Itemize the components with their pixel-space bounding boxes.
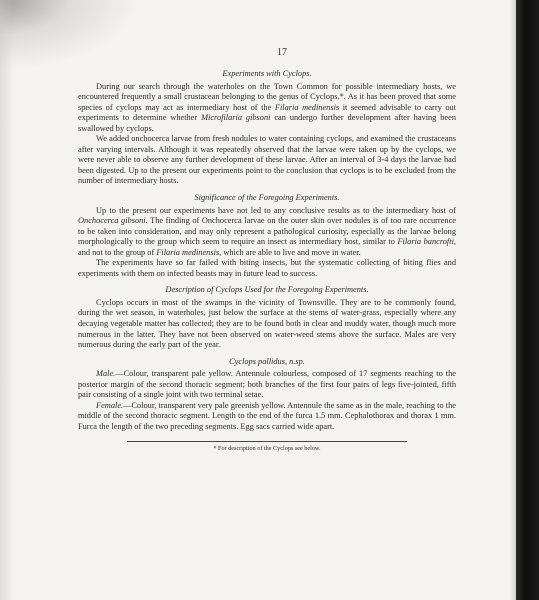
section-heading: Cyclops pallidus, n.sp.	[229, 356, 305, 366]
section-heading: Experiments with Cyclops.	[222, 69, 312, 78]
page-content	[78, 47, 456, 453]
text-run: Cyclops occurs in most of the swamps in the vicinity of Townsville. They are to be commonly found, during the wet season, in waterholes, just below the surface at the stems of water-grass, especially where any decaying vegetable matter has collected; they are to be found both in clear and muddy water, though much more numerous in the latter. They have not been observed on water-weed stems above the surface. Males are very numerous during the early part of the year.	[78, 297, 456, 350]
footnote-rule	[127, 441, 407, 442]
body-paragraph	[78, 82, 456, 135]
text-run: The experiments have so far failed with biting insects, but the systematic collecting of biting flies and experiments with them on infected beasts may in future lead to success.	[78, 258, 456, 278]
text-run: —Colour, transparent pale yellow. Antennule colourless, composed of 17 segments reaching to the posterior margin of the second thoracic segment; both branches of the first four pairs of legs five-jointed, fifth pair consisting of a single joint with two terminal setae.	[78, 369, 456, 400]
text-run: it seemed advisable to carry out experiments to determine whether	[78, 102, 456, 123]
text-run: , which are able to live and move in water.	[219, 247, 361, 257]
page-number: 17	[277, 47, 287, 58]
italic-text: Male.	[96, 369, 116, 379]
italic-text: Onchocerca gibsoni	[78, 216, 146, 226]
italic-text: Microfilaria gibsoni	[201, 113, 271, 123]
section-heading: Significance of the Foregoing Experiments.	[194, 193, 340, 203]
body-paragraph	[78, 206, 456, 259]
text-run: Up to the present our experiments have not led to any conclusive results as to the intermediary host of	[96, 205, 456, 215]
body-paragraph	[78, 298, 456, 351]
body-paragraph	[78, 258, 456, 279]
italic-text: Filaria medinensis	[274, 102, 340, 112]
text-run: . The finding of Onchocerca larvae on the outer skin over nodules is of too rare occurrence to be taken into consideration, and may only represent a pathological curiosity, especially as the larvae belong morphologically to the group which seem to require an insect as intermediary host, similar to	[78, 216, 456, 247]
text-run: We added onchocerca larvae from fresh nodules to water containing cyclops, and examined the crustaceans after varying intervals. Although it was repeatedly observed that the larvae were taken up by the cyclops, we were never able to observe any further development of these larvae. After an interval of 3-4 days the larvae had been digested. Up to the present our experiments point to the conclusion that cyclops is to be excluded from the number of intermediary hosts.	[78, 134, 456, 186]
body-paragraph	[78, 134, 456, 187]
sections-container	[78, 69, 456, 433]
body-paragraph	[78, 369, 456, 401]
text-run: During our search through the waterholes on the Town Common for possible intermediary hosts, we encountered frequently a small crustacean belonging to the genus of Cyclops.*. As it has been proved that some species of cyclops may act as intermediary host of the	[78, 81, 456, 112]
italic-text: Female.	[96, 400, 124, 410]
section-heading: Description of Cyclops Used for the Foregoing Experiments.	[165, 285, 369, 295]
italic-text: Filaria medinensis	[156, 247, 220, 257]
footnote: * For description of the Cyclops see below.	[213, 444, 321, 452]
book-binding	[516, 0, 539, 600]
left-edge-shadow	[0, 0, 14, 600]
text-run: —Colour, transparent very pale greenish yellow. Antennule the same as in the male, reaching to the middle of the second thoracic segment. Length to the end of the furca 1.5 mm. Cephalothorax and thorax 1 mm. Furca the length of the two preceding segments. Egg sacs carried wide apart.	[78, 400, 456, 431]
italic-text: Filaria bancrofti	[397, 237, 454, 247]
text-run: can undergo further development after having been swallowed by cyclops.	[78, 113, 456, 133]
text-run: , and not to the group of	[78, 237, 456, 257]
body-paragraph	[78, 401, 456, 433]
